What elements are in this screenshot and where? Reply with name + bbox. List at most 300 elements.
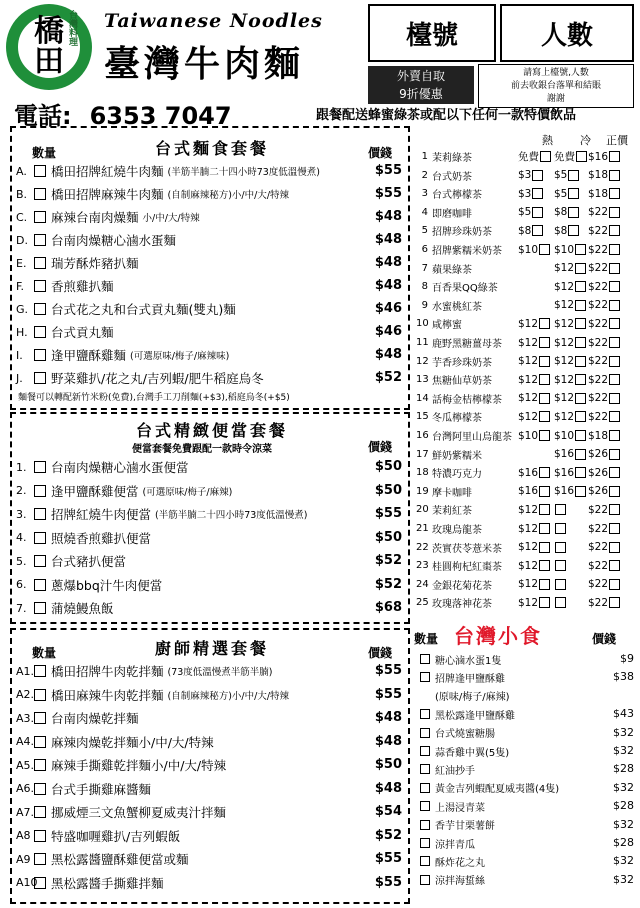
snack-checkbox[interactable] (420, 820, 430, 830)
drink-hot-price: $12 (518, 559, 539, 572)
drink-checkbox[interactable] (609, 374, 620, 385)
drink-regular-option[interactable] (588, 390, 620, 407)
drink-cold-price: $12 (554, 392, 575, 405)
drink-checkbox[interactable] (575, 411, 586, 422)
drink-checkbox[interactable] (575, 486, 586, 497)
drink-cold-option[interactable] (554, 241, 586, 258)
menu-item-row (16, 503, 308, 525)
drink-cold-option[interactable] (554, 167, 579, 184)
drink-checkbox[interactable] (609, 356, 620, 367)
drink-regular-price: $18 (588, 429, 609, 442)
drink-name: 摩卡咖啡 (432, 487, 472, 499)
drink-row (416, 204, 472, 221)
drink-checkbox[interactable] (540, 151, 551, 162)
item-code: A1. (16, 664, 35, 678)
drink-checkbox[interactable] (568, 225, 579, 236)
item-price: $48 (374, 232, 402, 247)
drink-hot-option[interactable] (518, 241, 550, 258)
drink-checkbox[interactable] (539, 393, 550, 404)
drink-hot-price: $5 (518, 206, 532, 219)
drink-cold-option[interactable] (554, 334, 586, 351)
drink-name: 話梅金桔檸檬茶 (432, 394, 502, 406)
drink-hot-option[interactable] (518, 371, 550, 388)
snack-name: 紅油抄手 (435, 765, 475, 777)
drink-cold-price: $8 (554, 224, 568, 237)
drink-hot-option[interactable] (518, 594, 550, 611)
drink-row (416, 501, 472, 518)
drink-checkbox[interactable] (575, 430, 586, 441)
drink-row (416, 446, 482, 463)
drink-checkbox[interactable] (609, 504, 620, 515)
drink-checkbox[interactable] (609, 597, 620, 608)
drink-checkbox[interactable] (555, 504, 566, 515)
snack-price: $32 (613, 744, 634, 757)
drink-checkbox[interactable] (609, 486, 620, 497)
drink-checkbox[interactable] (609, 449, 620, 460)
cold-header: 冷 (580, 134, 591, 147)
snack-checkbox[interactable] (420, 728, 430, 738)
snack-row (418, 668, 505, 686)
drink-regular-option[interactable] (588, 427, 620, 444)
menu-item-row (16, 456, 193, 478)
drink-number: 23 (416, 560, 429, 572)
snack-checkbox[interactable] (420, 875, 430, 885)
drink-cold-option[interactable] (554, 427, 586, 444)
drink-regular-price: $22 (588, 559, 609, 572)
drink-regular-option[interactable] (588, 353, 620, 370)
drink-hot-option[interactable] (518, 427, 550, 444)
snack-checkbox[interactable] (420, 783, 430, 793)
quantity-checkbox[interactable] (34, 326, 46, 338)
noodle-set-section (10, 126, 410, 410)
drink-regular-option[interactable] (588, 297, 620, 314)
drink-hot-price: $8 (518, 224, 532, 237)
menu-item-row (16, 801, 230, 823)
drink-banner: 跟餐配送蜂蜜綠茶或配以下任何一款特價飲品 (316, 108, 577, 123)
drink-checkbox[interactable] (609, 393, 620, 404)
order-notice (478, 64, 634, 108)
drink-cold-option[interactable] (554, 594, 566, 611)
quantity-checkbox[interactable] (34, 806, 46, 818)
drink-checkbox[interactable] (555, 542, 566, 553)
drink-hot-price: $12 (518, 317, 539, 330)
drink-cold-option[interactable] (554, 222, 579, 239)
drink-cold-option[interactable] (554, 297, 586, 314)
table-number-field[interactable]: 檯號 (368, 4, 496, 62)
item-price: $48 (374, 347, 402, 362)
drink-regular-option[interactable] (588, 520, 620, 537)
drink-hot-price: $12 (518, 522, 539, 535)
drink-checkbox[interactable] (609, 188, 620, 199)
drink-regular-price: $22 (588, 596, 609, 609)
drink-number: 21 (416, 523, 429, 534)
drink-hot-price: $3 (518, 169, 532, 182)
drink-regular-option[interactable] (588, 539, 620, 556)
quantity-checkbox[interactable] (34, 736, 46, 748)
drink-hot-price: 免費 (518, 151, 539, 163)
drink-checkbox[interactable] (575, 263, 586, 274)
drink-hot-option[interactable] (518, 353, 550, 370)
drink-cold-option[interactable] (554, 501, 566, 518)
drink-cold-option[interactable] (554, 464, 586, 481)
drink-checkbox[interactable] (532, 207, 543, 218)
item-code: A8 (16, 829, 31, 842)
item-code: A. (16, 164, 27, 178)
quantity-checkbox[interactable] (34, 165, 46, 177)
snack-row (418, 779, 559, 797)
drink-checkbox[interactable] (609, 411, 620, 422)
drink-regular-price: $22 (588, 280, 609, 293)
drink-checkbox[interactable] (575, 393, 586, 404)
drink-hot-option[interactable] (518, 557, 550, 574)
drink-name: 招牌珍珠奶茶 (432, 227, 492, 239)
item-code: 2. (16, 484, 27, 497)
drink-row (416, 334, 502, 351)
drink-checkbox[interactable] (555, 597, 566, 608)
drink-name: 特濃巧克力 (432, 469, 482, 481)
snack-name: 招牌逢甲鹽酥雞 (435, 673, 505, 685)
item-name: 黑松露醬手撕雞拌麵 (51, 875, 164, 891)
drink-hot-option[interactable] (518, 148, 551, 165)
drink-cold-option[interactable] (554, 315, 586, 332)
item-code: A6. (16, 782, 35, 795)
drink-regular-option[interactable] (588, 371, 620, 388)
drink-cold-option[interactable] (554, 204, 579, 221)
menu-item-row (16, 778, 155, 800)
drink-checkbox[interactable] (576, 151, 587, 162)
drink-cold-option[interactable] (554, 371, 586, 388)
quantity-checkbox[interactable] (34, 759, 46, 771)
drink-checkbox[interactable] (539, 486, 550, 497)
drink-regular-option[interactable] (588, 483, 620, 500)
drink-hot-price: $10 (518, 429, 539, 442)
drink-checkbox[interactable] (609, 151, 620, 162)
drink-cold-price: 免費 (554, 151, 575, 163)
drink-regular-option[interactable] (588, 167, 620, 184)
drink-hot-option[interactable] (518, 576, 550, 593)
drink-regular-option[interactable] (588, 501, 620, 518)
drink-regular-price: $22 (588, 299, 609, 312)
drink-hot-price: $12 (518, 541, 539, 554)
drink-hot-option[interactable] (518, 520, 550, 537)
item-price: $50 (374, 482, 402, 498)
drink-hot-price: $12 (518, 355, 539, 368)
drink-hot-option[interactable] (518, 390, 550, 407)
quantity-checkbox[interactable] (34, 485, 46, 497)
drink-checkbox[interactable] (539, 523, 550, 534)
drink-checkbox[interactable] (575, 374, 586, 385)
drink-number: 10 (416, 318, 429, 330)
drink-regular-option[interactable] (588, 148, 620, 165)
quantity-checkbox[interactable] (34, 188, 46, 200)
people-count-field[interactable]: 人數 (500, 4, 634, 62)
drink-name: 鮮奶紫糯米 (432, 450, 482, 462)
drink-regular-option[interactable] (588, 408, 620, 425)
drink-checkbox[interactable] (568, 188, 579, 199)
drink-checkbox[interactable] (575, 356, 586, 367)
drink-checkbox[interactable] (539, 542, 550, 553)
phone-label: 電話: (14, 102, 72, 130)
menu-item-row (16, 183, 289, 205)
snack-checkbox[interactable] (420, 709, 430, 719)
drink-regular-option[interactable] (588, 222, 620, 239)
drink-regular-option[interactable] (588, 557, 620, 574)
drink-regular-option[interactable] (588, 464, 620, 481)
quantity-checkbox[interactable] (34, 234, 46, 246)
drink-hot-price: $16 (518, 485, 539, 498)
snacks-section (414, 624, 636, 904)
drink-regular-option[interactable] (588, 334, 620, 351)
item-price: $55 (374, 186, 402, 201)
drink-checkbox[interactable] (575, 449, 586, 460)
item-price: $55 (374, 163, 402, 178)
drink-hot-option[interactable] (518, 334, 550, 351)
drink-regular-price: $22 (588, 224, 609, 237)
drinks-section (414, 126, 636, 622)
drink-checkbox[interactable] (539, 337, 550, 348)
item-name: 特盛咖喱雞扒/吉列蝦飯 (51, 828, 181, 844)
drink-name: 冬瓜檸檬茶 (432, 413, 482, 425)
item-name: 招牌紅燒牛肉便當 (51, 507, 152, 522)
drink-hot-option[interactable] (518, 464, 550, 481)
drink-cold-option[interactable] (554, 446, 586, 463)
drink-regular-price: $22 (588, 522, 609, 535)
drink-row (416, 260, 472, 277)
drink-checkbox[interactable] (539, 579, 550, 590)
drink-checkbox[interactable] (568, 207, 579, 218)
drink-checkbox[interactable] (568, 170, 579, 181)
logo-side-text: 台灣料理 (67, 10, 77, 46)
drink-checkbox[interactable] (532, 170, 543, 181)
drink-checkbox[interactable] (609, 467, 620, 478)
snack-name: 酥炸花之丸 (435, 857, 485, 869)
drink-regular-option[interactable] (588, 594, 620, 611)
item-name: 橋田招牌牛肉乾拌麵 (51, 664, 164, 679)
drink-row (416, 353, 492, 370)
notice-line-2: 前去收銀台落單和結賬 (510, 81, 601, 91)
drink-checkbox[interactable] (575, 244, 586, 255)
drink-row (416, 390, 502, 407)
drink-number: 1 (421, 151, 428, 162)
menu-item-row (16, 229, 180, 251)
snack-checkbox[interactable] (420, 746, 430, 756)
drink-checkbox[interactable] (555, 523, 566, 534)
drink-regular-option[interactable] (588, 576, 620, 593)
drink-cold-option[interactable] (554, 557, 566, 574)
drink-checkbox[interactable] (575, 300, 586, 311)
item-price: $48 (374, 278, 402, 293)
item-note: (可選原味/梅子/麻辣味) (130, 351, 230, 362)
drink-checkbox[interactable] (609, 207, 620, 218)
menu-item-row (16, 754, 230, 776)
drink-checkbox[interactable] (609, 560, 620, 571)
snack-checkbox[interactable] (420, 838, 430, 848)
drink-hot-option[interactable] (518, 539, 550, 556)
item-price: $55 (374, 506, 402, 521)
drink-regular-option[interactable] (588, 204, 620, 221)
snack-row (418, 742, 509, 760)
item-price: $50 (374, 529, 402, 545)
drink-hot-option[interactable] (518, 408, 550, 425)
drink-checkbox[interactable] (555, 579, 566, 590)
drink-checkbox[interactable] (555, 560, 566, 571)
quantity-checkbox[interactable] (34, 602, 46, 614)
drink-number: 9 (421, 299, 428, 311)
drink-cold-price: $5 (554, 169, 568, 182)
drink-checkbox[interactable] (609, 337, 620, 348)
drink-name: 鹿野黑糖薑母茶 (432, 339, 502, 350)
quantity-checkbox[interactable] (34, 349, 46, 361)
snack-checkbox[interactable] (420, 764, 430, 774)
snack-name: 黃金吉列蝦配夏威夷醬(4隻) (435, 784, 560, 796)
quantity-checkbox[interactable] (34, 877, 46, 889)
item-price: $55 (374, 874, 402, 890)
quantity-checkbox[interactable] (34, 303, 46, 315)
quantity-checkbox[interactable] (34, 830, 46, 842)
drink-name: 焦糖仙草奶茶 (432, 376, 492, 388)
snack-price-header: 價錢 (592, 632, 617, 646)
drink-checkbox[interactable] (609, 300, 620, 311)
drink-checkbox[interactable] (575, 467, 586, 478)
drink-row (416, 241, 502, 258)
drink-regular-price: $22 (588, 336, 609, 349)
drink-regular-option[interactable] (588, 278, 620, 295)
drink-hot-option[interactable] (518, 315, 550, 332)
drink-hot-price: $16 (518, 466, 539, 479)
snack-row (418, 650, 501, 668)
drink-checkbox[interactable] (539, 560, 550, 571)
drink-checkbox[interactable] (609, 281, 620, 292)
menu-item-row (16, 527, 155, 549)
drink-checkbox[interactable] (539, 430, 550, 441)
phone-number: 6353 7047 (89, 102, 232, 130)
drink-checkbox[interactable] (609, 244, 620, 255)
drink-checkbox[interactable] (575, 281, 586, 292)
item-code: 3. (16, 507, 27, 521)
drink-checkbox[interactable] (575, 318, 586, 329)
drink-checkbox[interactable] (575, 337, 586, 348)
drink-checkbox[interactable] (609, 523, 620, 534)
drink-regular-option[interactable] (588, 315, 620, 332)
drink-checkbox[interactable] (539, 504, 550, 515)
quantity-checkbox[interactable] (34, 211, 46, 223)
drink-hot-option[interactable] (518, 501, 550, 518)
drink-checkbox[interactable] (539, 244, 550, 255)
drink-cold-option[interactable] (554, 260, 586, 277)
drink-checkbox[interactable] (539, 356, 550, 367)
item-price: $48 (374, 209, 402, 224)
drink-regular-option[interactable] (588, 446, 620, 463)
drink-cold-option[interactable] (554, 576, 566, 593)
item-price: $50 (374, 459, 402, 474)
drink-checkbox[interactable] (539, 597, 550, 608)
drink-hot-option[interactable] (518, 483, 550, 500)
drink-checkbox[interactable] (609, 318, 620, 329)
drink-cold-option[interactable] (554, 483, 586, 500)
drink-name: 金銀花菊花茶 (432, 580, 492, 592)
drink-cold-price: $12 (554, 262, 575, 275)
drink-cold-price: $12 (554, 373, 575, 386)
drink-cold-option[interactable] (554, 278, 586, 295)
drink-cold-option[interactable] (554, 185, 579, 202)
quantity-checkbox[interactable] (34, 783, 46, 795)
item-name: 蒲燒鰻魚飯 (51, 601, 114, 616)
drink-checkbox[interactable] (609, 225, 620, 236)
drink-checkbox[interactable] (609, 542, 620, 553)
drink-cold-option[interactable] (554, 408, 586, 425)
drink-checkbox[interactable] (539, 374, 550, 385)
quantity-checkbox[interactable] (34, 579, 46, 591)
snack-row (418, 724, 495, 742)
drink-cold-option[interactable] (554, 390, 586, 407)
menu-item-row (16, 252, 143, 274)
drink-checkbox[interactable] (532, 225, 543, 236)
english-title: Taiwanese Noodles (104, 10, 323, 32)
menu-item-row (16, 367, 268, 389)
snack-price: $28 (613, 799, 634, 813)
drink-hot-option[interactable] (518, 222, 543, 239)
snack-checkbox[interactable] (420, 856, 430, 866)
drink-checkbox[interactable] (609, 170, 620, 181)
drink-hot-option[interactable] (518, 204, 543, 221)
snack-name: 台式燒蜜糖腸 (435, 729, 495, 741)
quantity-checkbox[interactable] (34, 712, 46, 724)
drink-row (416, 464, 482, 481)
quantity-checkbox[interactable] (34, 372, 46, 384)
quantity-checkbox[interactable] (34, 461, 46, 473)
item-price: $48 (374, 255, 402, 270)
snack-checkbox[interactable] (420, 801, 430, 811)
item-code: J. (16, 371, 23, 385)
drink-cold-option[interactable] (554, 148, 587, 165)
item-name: 橋田麻辣牛肉乾拌麵 (51, 687, 164, 703)
takeaway-discount-badge (368, 66, 474, 104)
bento-subtitle: 便當套餐免費跟配一款時令涼菜 (132, 444, 272, 455)
drink-regular-option[interactable] (588, 185, 620, 202)
drink-hot-option[interactable] (518, 167, 543, 184)
quantity-checkbox[interactable] (34, 555, 46, 567)
quantity-checkbox[interactable] (34, 508, 46, 520)
drink-checkbox[interactable] (539, 318, 550, 329)
quantity-checkbox[interactable] (34, 853, 46, 865)
item-price: $48 (374, 710, 402, 725)
drink-checkbox[interactable] (609, 263, 620, 274)
drink-checkbox[interactable] (539, 467, 550, 478)
quantity-checkbox[interactable] (34, 665, 46, 677)
drink-cold-price: $10 (554, 429, 575, 442)
drink-hot-option[interactable] (518, 185, 543, 202)
quantity-checkbox[interactable] (34, 532, 46, 544)
item-price: $50 (374, 757, 402, 772)
snack-price: $28 (613, 762, 634, 776)
drink-regular-option[interactable] (588, 260, 620, 277)
drink-cold-option[interactable] (554, 520, 566, 537)
drink-checkbox[interactable] (539, 411, 550, 422)
drink-checkbox[interactable] (532, 188, 543, 199)
drink-regular-option[interactable] (588, 241, 620, 258)
drink-regular-price: $22 (588, 317, 609, 330)
drink-checkbox[interactable] (609, 579, 620, 590)
snack-checkbox[interactable] (420, 654, 430, 664)
item-name: 台式手撕雞麻醬麵 (51, 781, 152, 797)
drink-cold-option[interactable] (554, 353, 586, 370)
quantity-checkbox[interactable] (34, 689, 46, 701)
drink-cold-option[interactable] (554, 539, 566, 556)
quantity-checkbox[interactable] (34, 280, 46, 292)
drink-checkbox[interactable] (609, 430, 620, 441)
snack-checkbox[interactable] (420, 672, 430, 682)
quantity-checkbox[interactable] (34, 257, 46, 269)
